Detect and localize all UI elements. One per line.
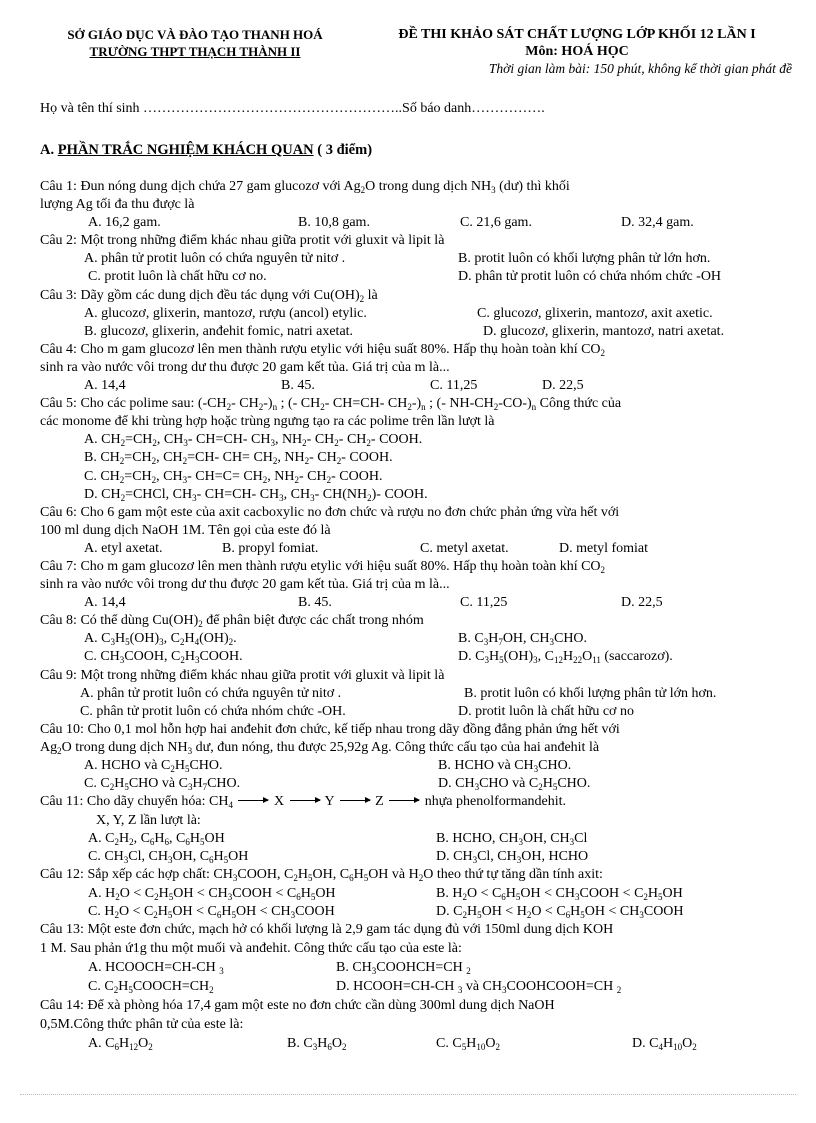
question-11-options-ab	[40, 830, 790, 848]
option-d: D. protit luôn là chất hữu cơ no	[458, 703, 634, 719]
option-a: A. HCOOCH=CH-CH $_3$	[88, 959, 224, 976]
question-13-cont: 1 M. Sau phản ứ1g thu một muối và anđehit. Công thức cấu tạo của este là:	[40, 940, 462, 956]
question-9: Câu 9: Một trong những điểm khác nhau giữa protit với gluxit và lipit là	[40, 667, 445, 683]
department-name: SỞ GIÁO DỤC VÀ ĐÀO TẠO THANH HOÁ	[67, 27, 323, 42]
option-b: B. propyl fomiat.	[222, 540, 319, 556]
question-8: Câu 8: Có thể dùng $Cu(OH)_2$ để phân biệt được các chất trong nhóm	[40, 613, 424, 630]
question-4-cont: sinh ra vào nước vôi trong dư thu được 20 gam kết tủa. Giá trị của m là...	[40, 359, 450, 375]
option-c: C. $C_5H_{10}O_2$	[436, 1035, 500, 1052]
footer-divider	[20, 1094, 796, 1095]
question-11: Câu 11: Cho dãy chuyển hóa: $CH_4$ X Y Z nhựa phenolformandehit.	[40, 794, 567, 811]
question-5-cont: các monome để khi trùng hợp hoặc trùng ngưng tạo ra các polime trên lần lượt là	[40, 414, 495, 430]
question-12-options-ab	[40, 885, 790, 903]
option-b: B. 45.	[281, 378, 315, 394]
section-a-title: PHẦN TRẮC NGHIỆM KHÁCH QUAN	[57, 142, 314, 158]
question-1-options	[40, 214, 790, 232]
option-d: D. 22,5	[621, 595, 663, 611]
option-a: A. phân tử protit luôn có chứa nguyên tử nitơ .	[84, 251, 346, 267]
question-5-option-a: A. $CH_2=CH_2$, $CH_3-$ CH=CH- $CH_3$, $NH_2-$ $CH_2-$ $CH_2-$ COOH.	[84, 432, 423, 449]
option-b: B. HCHO và $CH_3CHO$.	[438, 758, 572, 774]
option-c: C. 11,25	[460, 595, 508, 611]
question-2-options-ab	[40, 250, 790, 268]
question-list	[40, 178, 790, 1054]
option-c: C. protit luôn là chất hữu cơ no.	[88, 269, 267, 285]
option-c: C. $C_2H_5CHO$ và $C_3H_7CHO$.	[84, 776, 241, 793]
option-c: C. $C_2H_5COOCH=CH_2$	[88, 978, 214, 995]
arrow-icon	[340, 800, 370, 801]
option-a: A. $C_6H_{12}O_2$	[88, 1035, 153, 1052]
option-c: C. phân tử protit luôn có chứa nhóm chức -OH.	[80, 703, 346, 719]
question-4-options	[40, 377, 790, 395]
option-a: A. phân tử protit luôn có chứa nguyên tử nitơ .	[80, 685, 342, 701]
question-1-cont: lượng Ag tối đa thu được là	[40, 197, 195, 213]
arrow-icon	[389, 800, 419, 801]
question-14-cont: 0,5M.Công thức phân tử của este là:	[40, 1016, 244, 1032]
option-a: A. $C_2H_2$, $C_6H_6$, $C_6H_5OH$	[88, 831, 225, 848]
question-1: Câu 1: Đun nóng dung dịch chứa 27 gam glucozơ với $Ag_2O$ trong dung dịch $NH_3$ (dư) thì khối	[40, 179, 570, 195]
option-a: A. glucozơ, glixerin, mantozơ, rượu (ancol) etylic.	[84, 305, 367, 321]
option-d: D. $CH_3Cl$, $CH_3OH$, HCHO	[436, 849, 589, 866]
option-b: B. 45.	[298, 595, 332, 611]
question-9-options-cd	[40, 703, 790, 721]
question-3-options-bd	[40, 323, 790, 341]
exam-time: Thời gian làm bài: 150 phút, không kể thời gian phát đề	[488, 61, 792, 76]
option-b: B. 10,8 gam.	[298, 215, 370, 231]
candidate-info	[40, 101, 545, 117]
question-6-cont: 100 ml dung dịch NaOH 1M. Tên gọi của este đó là	[40, 522, 331, 538]
question-3: Câu 3: Dãy gồm các dung dịch đều tác dụng với $Cu(OH)_2$ là	[40, 287, 378, 304]
option-b: B. glucozơ, glixerin, anđehit fomic, natri axetat.	[84, 323, 354, 339]
question-14: Câu 14: Để xà phòng hóa 17,4 gam một este no đơn chức cần dùng 300ml dung dịch NaOH	[40, 997, 555, 1013]
question-7: Câu 7: Cho m gam glucozơ lên men thành rượu etylic với hiệu suất 80%. Hấp thụ hoàn toàn khí $CO_2$	[40, 558, 606, 575]
option-b: B. $C_3H_7OH$, $CH_3CHO$.	[458, 631, 588, 648]
option-d: D. phân tử protit luôn có chứa nhóm chức -OH	[458, 269, 722, 285]
option-a: A. $C_3H_5(OH)_3$, $C_2H_4(OH)_2$.	[84, 631, 237, 648]
header-left	[30, 26, 360, 60]
question-12-options-cd	[40, 903, 790, 921]
question-6-options	[40, 540, 790, 558]
option-c: C. $H_2O < C_2H_5OH < C_6H_5OH$ < $CH_3COOH$	[88, 903, 335, 920]
option-d: D. glucozơ, glixerin, mantozơ, natri axetat.	[483, 323, 725, 339]
section-a-points: ( 3 điểm)	[313, 142, 373, 158]
question-13-options-cd	[40, 978, 790, 997]
option-d: D. 22,5	[542, 378, 584, 394]
question-3-options-ac	[40, 305, 790, 323]
option-d: D. $C_4H_{10}O_2$	[632, 1035, 697, 1052]
option-a: A. 14,4	[84, 378, 126, 394]
question-8-options-ab	[40, 630, 790, 648]
question-12: Câu 12: Sắp xếp các hợp chất: $CH_3COOH$, $C_2H_5OH$, $C_6H_5OH$ và $H_2O$ theo thứ tự tăng dần tính axit:	[40, 867, 603, 884]
question-10-options-ab	[40, 757, 790, 775]
question-2-options-cd	[40, 268, 790, 286]
question-8-options-cd	[40, 648, 790, 666]
question-5-option-b: B. $CH_2=CH_2$, $CH_2=CH-$ $CH= CH_2$, $NH_2-$ $CH_2-$ COOH.	[84, 450, 393, 467]
question-13-options-ab	[40, 959, 790, 978]
option-a: A. 14,4	[84, 595, 126, 611]
option-c: C. 11,25	[430, 378, 478, 394]
question-5-option-d: D. $CH_2=CHCl$, $CH_3-$ CH=CH- $CH_3$, $CH_3-$ $CH(NH_2)-$ COOH.	[84, 486, 428, 503]
option-c: C. metyl axetat.	[420, 540, 509, 556]
question-13: Câu 13: Một este đơn chức, mạch hở có khối lượng là 2,9 gam tác dụng đủ với 150ml dung dịch KOH	[40, 921, 614, 937]
option-d: D. 32,4 gam.	[621, 215, 694, 231]
question-11-options-cd	[40, 848, 790, 866]
option-b: B. protit luôn có khối lượng phân tử lớn hơn.	[464, 685, 717, 701]
question-4: Câu 4: Cho m gam glucozơ lên men thành rượu etylic với hiệu suất 80%. Hấp thụ hoàn toàn khí $CO_2$	[40, 341, 606, 358]
option-a: A. HCHO và $C_2H_5CHO$.	[84, 758, 223, 774]
header-right	[362, 26, 792, 77]
question-10-cont: $Ag_2O$ trong dung dịch $NH_3$ dư, đun nóng, thu được 25,92g Ag. Công thức cấu tạo của hai anđehit là	[40, 739, 600, 756]
option-b: B. HCHO, $CH_3OH$, $CH_3Cl$	[436, 831, 588, 848]
question-9-options-ab	[40, 685, 790, 703]
question-2: Câu 2: Một trong những điểm khác nhau giữa protit với gluxit và lipit là	[40, 233, 445, 249]
option-b: B. protit luôn có khối lượng phân tử lớn hơn.	[458, 251, 711, 267]
question-14-options	[40, 1035, 790, 1054]
school-name: TRƯỜNG THPT THẠCH THÀNH II	[89, 44, 301, 59]
option-d: D. $C_3H_5(OH)_3$, $C_{12}H_{22}O_{11}$ (saccarozơ).	[458, 649, 673, 666]
option-d: D. $CH_3CHO$ và $C_2H_5CHO$.	[438, 776, 591, 793]
option-c: C. $CH_3Cl$, $CH_3OH$, $C_6H_5OH$	[88, 849, 249, 866]
option-c: C. $CH_3COOH$, $C_2H_3COOH$.	[84, 649, 243, 666]
question-10: Câu 10: Cho 0,1 mol hỗn hợp hai anđehit đơn chức, kế tiếp nhau trong dãy đồng đẳng phản ứng hết với	[40, 721, 620, 737]
arrow-icon	[290, 800, 320, 801]
question-6: Câu 6: Cho 6 gam một este của axit cacboxylic no đơn chức và rượu no đơn chức phản ứng vừa hết với	[40, 504, 620, 520]
option-a: A. 16,2 gam.	[88, 215, 161, 231]
candidate-name-field: Họ và tên thí sinh ………………………………………………..	[40, 101, 403, 116]
arrow-icon	[238, 800, 268, 801]
question-10-options-cd	[40, 775, 790, 793]
option-c: C. glucozơ, glixerin, mantozơ, axit axetic.	[477, 305, 713, 321]
exam-title: ĐỀ THI KHẢO SÁT CHẤT LƯỢNG LỚP KHỐI 12 LẦN I	[398, 27, 756, 42]
section-a-heading: A. PHẦN TRẮC NGHIỆM KHÁCH QUAN ( 3 điểm)	[40, 142, 373, 158]
option-a: A. $H_2O < C_2H_5OH$ < $CH_3COOH < C_6H_5OH$	[88, 885, 336, 902]
option-b: B. $C_3H_6O_2$	[287, 1035, 347, 1052]
question-7-cont: sinh ra vào nước vôi trong dư thu được 20 gam kết tủa. Giá trị của m là...	[40, 577, 450, 593]
question-5: Câu 5: Cho các polime sau: ($-CH_2-$ $CH_2-)_n$ ; (- $CH_2-$ CH=CH- $CH_2-)_n$ ; (- $NH-CH_2-CO-)_n$ Công thức của	[40, 396, 622, 413]
option-d: D. HCOOH=CH-CH $_3$ và $CH_3COOHCOOH=CH$ $_2$	[336, 978, 622, 995]
option-d: D. metyl fomiat	[559, 540, 649, 556]
option-d: D. $C_2H_5OH < H_2O < C_6H_5OH$ < $CH_3COOH$	[436, 903, 684, 920]
question-7-options	[40, 594, 790, 612]
question-5-option-c: C. $CH_2=CH_2$, $CH_3-$ $CH=C= CH_2$, $NH_2-$ $CH_2-$ COOH.	[84, 468, 383, 485]
option-c: C. 21,6 gam.	[460, 215, 532, 231]
candidate-id-field: Số báo danh…………….	[402, 101, 545, 116]
option-b: B. $H_2O < C_6H_5OH$ < $CH_3COOH < C_2H_5OH$	[436, 885, 683, 902]
option-b: B. $CH_3COOHCH=CH$ $_2$	[336, 959, 471, 976]
option-a: A. etyl axetat.	[84, 540, 163, 556]
question-11-cont: X, Y, Z lần lượt là:	[96, 813, 201, 829]
exam-subject: Môn: HOÁ HỌC	[525, 44, 629, 59]
